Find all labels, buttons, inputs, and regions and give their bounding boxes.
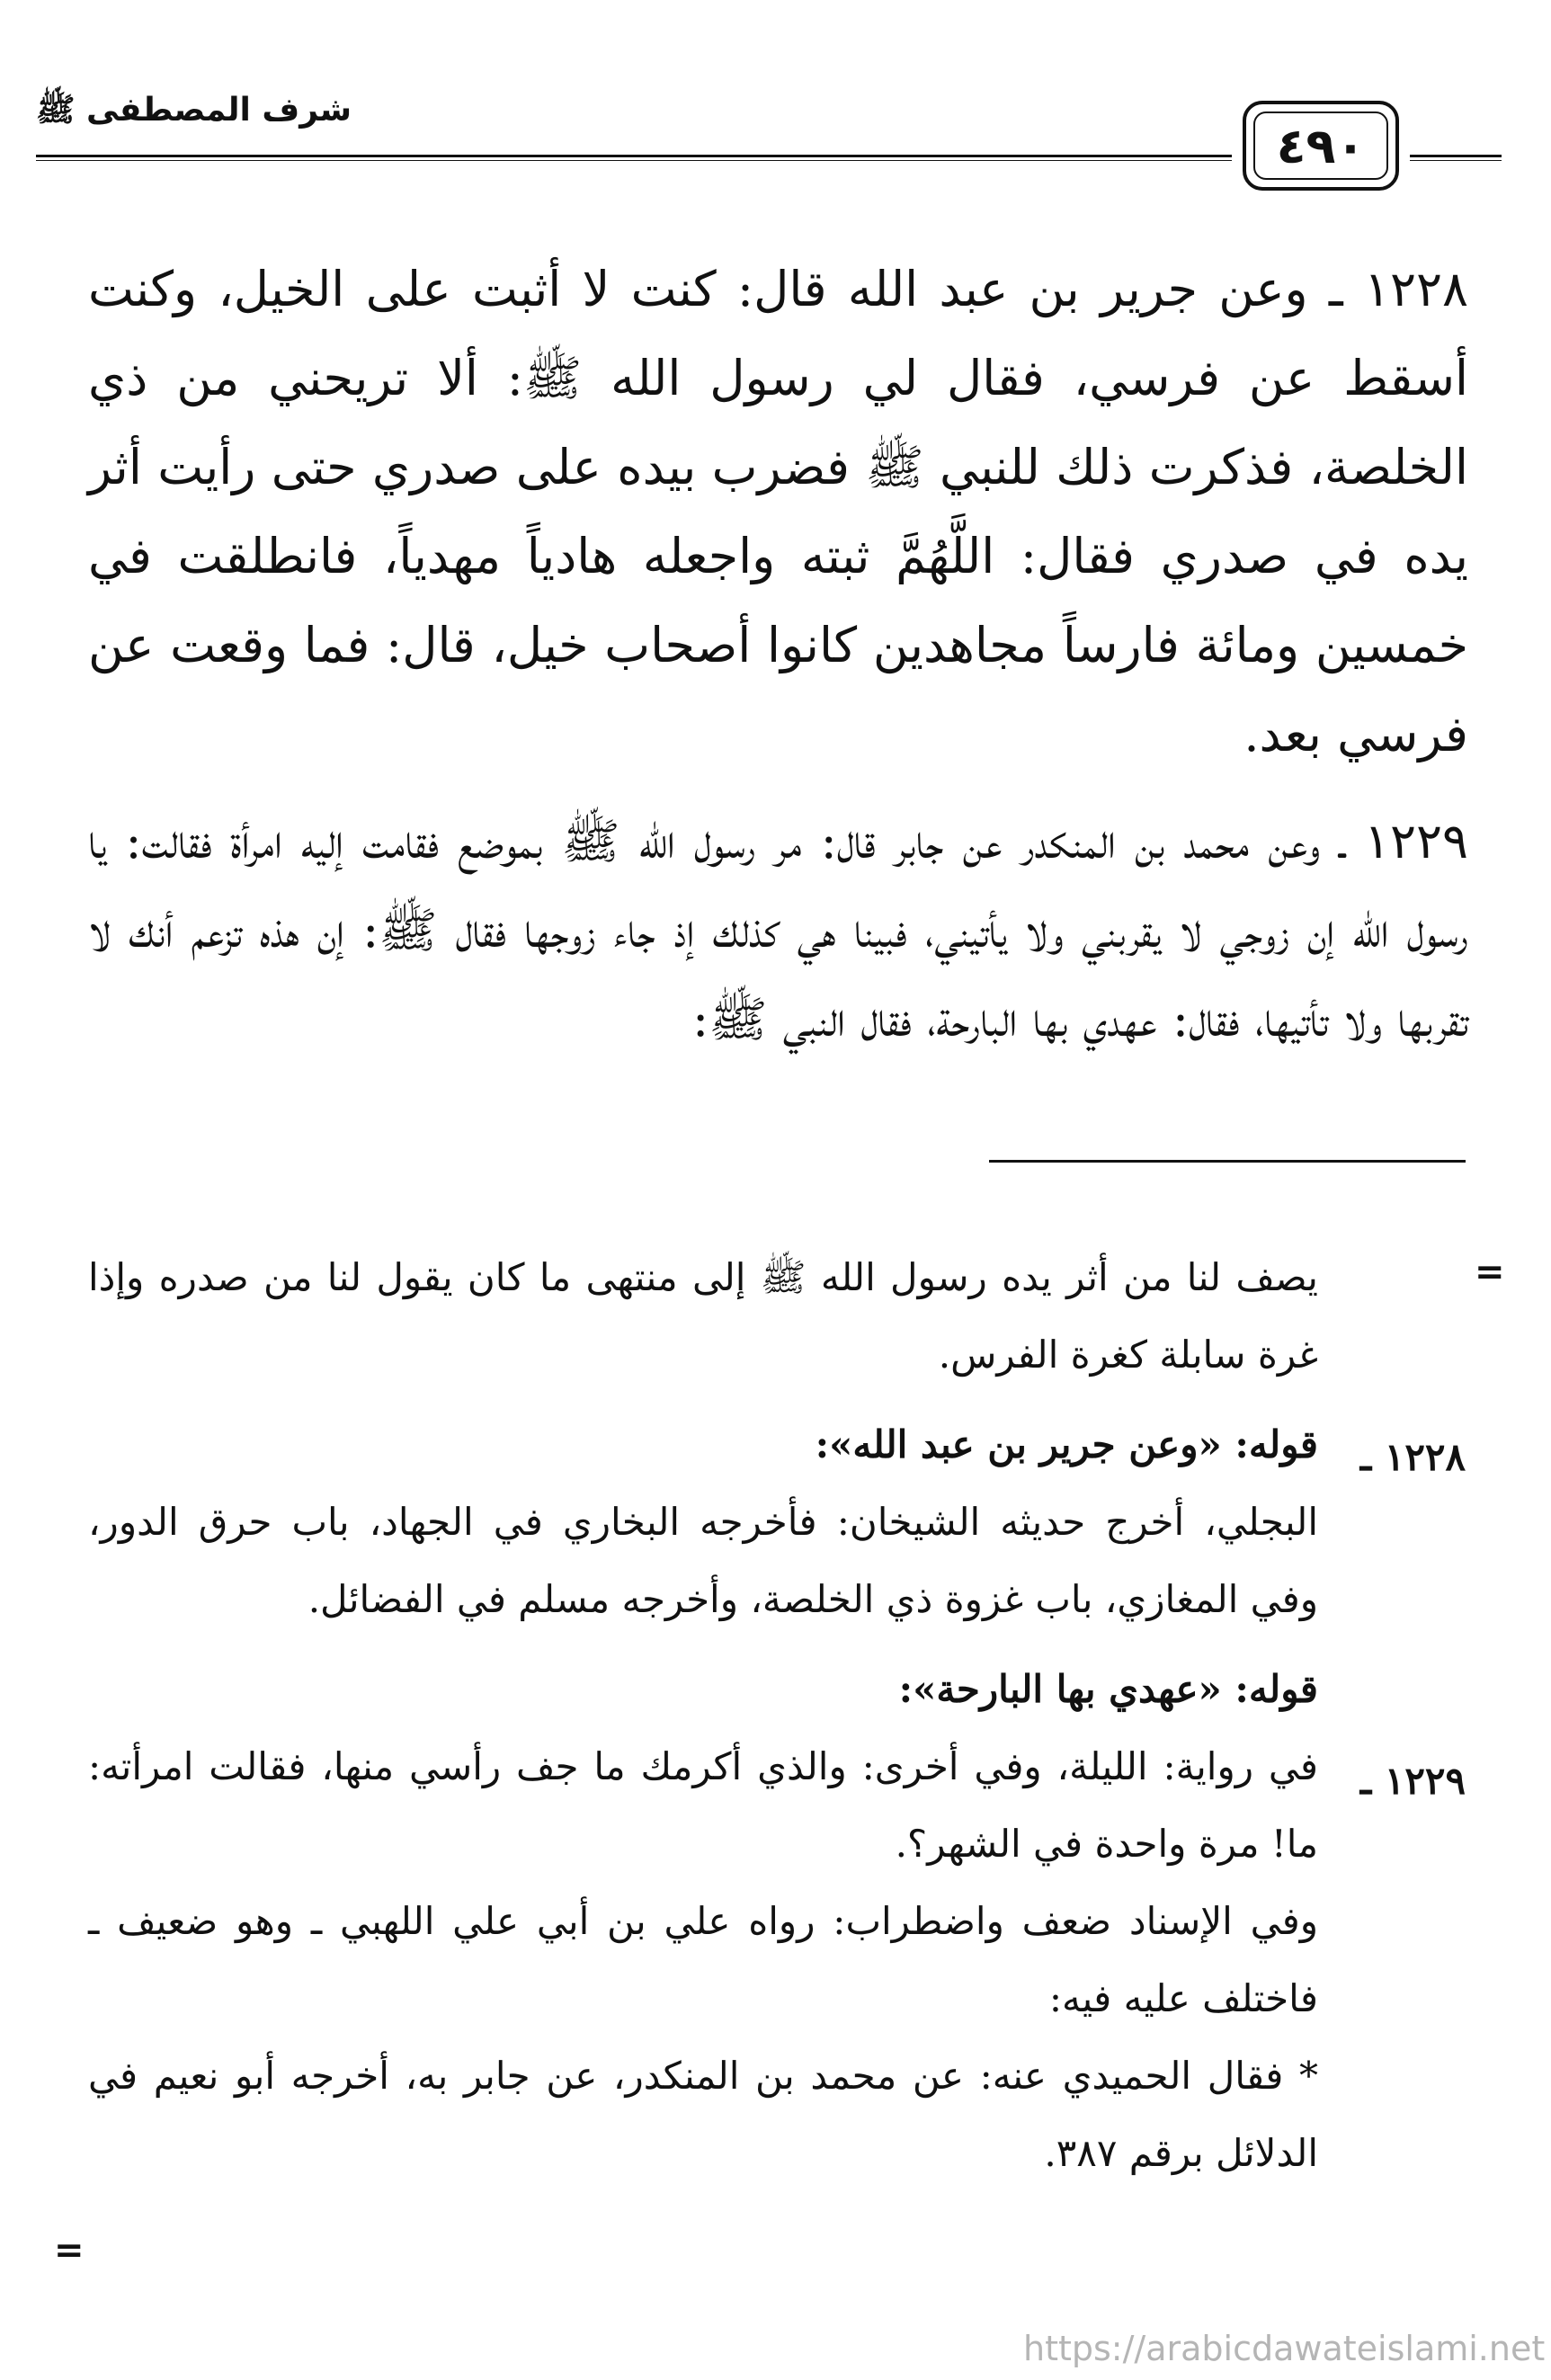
page-number-frame: [1243, 101, 1399, 191]
footnote-1228-body: البجلي، أخرج حديثه الشيخان: فأخرجه البخاري في الجهاد، باب حرق الدور، وفي المغازي، باب غزوة ذي الخلصة، وأخرجه مسلم في الفضائل.: [88, 1500, 1318, 1621]
hadith-1229: ١٢٢٩ ـ وعن محمد بن المنكدر عن جابر قال: مر رسول الله ﷺ بموضع فقامت إليه امرأة فقالت: يا رسول الله إن زوجي لا يقربني ولا يأتيني، فبينا هي كذلك إذ جاء زوجها فقال ﷺ: إن هذه تزعم أنك لا تقربها ولا تأتيها، فقال: عهدي بها البارحة، فقال النبي ﷺ:: [88, 813, 1468, 1047]
footnote-1229-head: قوله: «عهدي بها البارحة»:: [898, 1667, 1318, 1711]
header-rule-right-thin: [1410, 160, 1502, 161]
footnote-divider: [989, 1160, 1466, 1163]
footnote-continuation: يصف لنا من أثر يده رسول الله ﷺ إلى منتهى ما كان يقول لنا من صدره وإذا غرة سابلة كغرة الفرس.: [88, 1255, 1318, 1377]
hadith-1228: ١٢٢٨ ـ وعن جرير بن عبد الله قال: كنت لا أثبت على الخيل، وكنت أسقط عن فرسي، فقال لي رسول الله ﷺ: ألا تريحني من ذي الخلصة، فذكرت ذلك للنبي ﷺ فضرب بيده على صدري حتى رأيت أثر يده في صدري فقال: اللَّهُمَّ ثبته واجعله هادياً مهدياً، فانطلقت في خمسين ومائة فارساً مجاهدين كانوا أصحاب خيل، قال: فما وقعت عن فرسي بعد.: [88, 261, 1468, 762]
continuation-mark-bottom: =: [54, 2230, 85, 2271]
header-rule-right: [1410, 155, 1502, 157]
page-number: ٤٩٠: [1253, 111, 1388, 180]
footnotes: [88, 1239, 1318, 2192]
watermark-url: https://arabicdawateislami.net: [1023, 2329, 1546, 2368]
running-title: شرف المصطفى ﷺ: [36, 92, 352, 129]
footnote-1229-body-2: وفي الإسناد ضعف واضطراب: رواه علي بن أبي علي اللهبي ـ وهو ضعيف ـ فاختلف عليه فيه:: [88, 1899, 1318, 2020]
footnote-1229-body-3: * فقال الحميدي عنه: عن محمد بن المنكدر، عن جابر به، أخرجه أبو نعيم في الدلائل برقم ٣٨٧.: [88, 2054, 1318, 2175]
header-rule-thin: [36, 160, 1232, 161]
header-rule: [36, 155, 1232, 157]
main-text: [88, 245, 1468, 1082]
footnote-1228-head: قوله: «وعن جرير بن عبد الله»:: [815, 1422, 1318, 1466]
continuation-mark-top: =: [1475, 1252, 1505, 1293]
footnote-1229-number: ١٢٢٩ ـ: [1359, 1759, 1466, 1803]
footnote-1229-body-1: في رواية: الليلة، وفي أخرى: والذي أكرمك ما جف رأسي منها، فقالت امرأته: ما! مرة واحدة في الشهر؟.: [88, 1744, 1318, 1866]
footnote-1228-number: ١٢٢٨ ـ: [1359, 1435, 1466, 1479]
